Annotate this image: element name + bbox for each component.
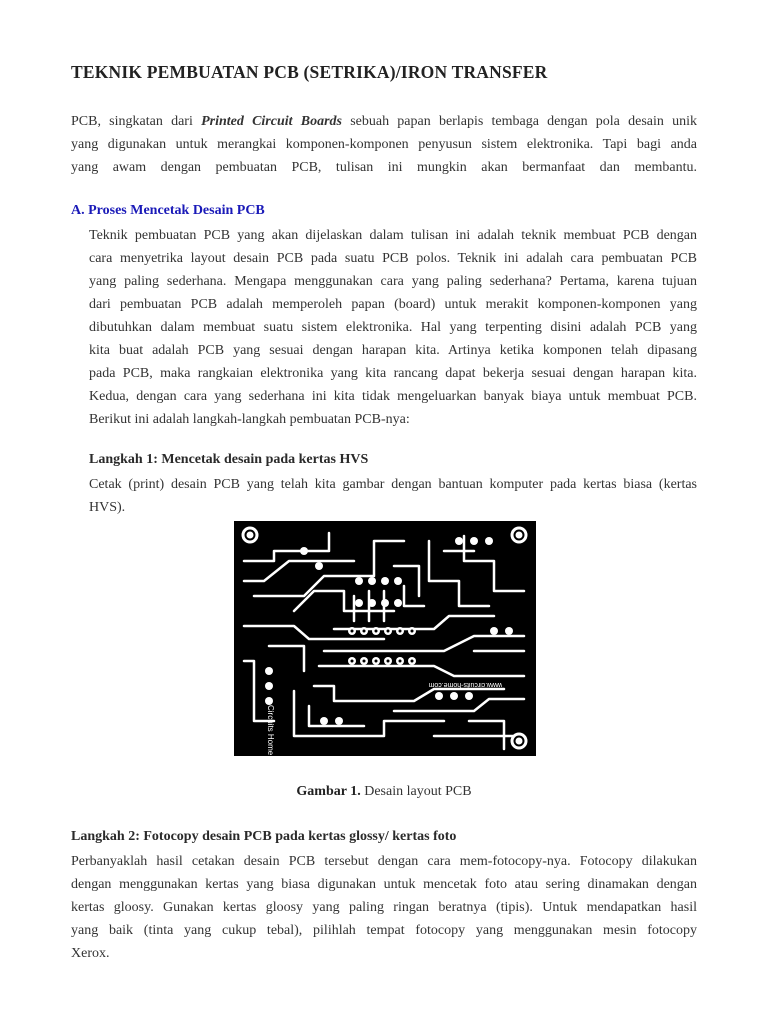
figure-caption-text: Desain layout PCB xyxy=(360,784,472,799)
step-1-line: HVS). xyxy=(89,500,126,515)
section-a-line: Teknik pembuatan PCB yang akan dijelaskan dalam tulisan ini adalah teknik membuat PCB dengan xyxy=(89,228,697,243)
section-a-line: Kedua, dengan cara yang sederhana ini kita tidak mengeluarkan banyak biaya untuk membuat PCB. xyxy=(89,389,697,404)
page-title: TEKNIK PEMBUATAN PCB (SETRIKA)/IRON TRANSFER xyxy=(71,62,548,82)
step-1-paragraph xyxy=(89,473,697,519)
section-a-line: Berikut ini adalah langkah-langkah pembuatan PCB-nya: xyxy=(89,412,410,427)
figure-caption xyxy=(0,784,768,800)
pcb-layout-drawing xyxy=(234,521,536,756)
pcb-layout-figure xyxy=(234,521,536,756)
intro-paragraph xyxy=(71,110,697,179)
board-text-brand: Circuits Home xyxy=(266,705,275,756)
intro-line-1 xyxy=(71,110,697,133)
section-a-line: yang paling sederhana. Mengapa menggunakan cara yang paling sederhana? Pertama, karena tujuan xyxy=(89,274,697,289)
step-2-line: Perbanyaklah hasil cetakan desain PCB tersebut dengan cara mem-fotocopy-nya. Fotocopy dilakukan xyxy=(71,854,697,869)
section-a-line: kita buat adalah PCB yang sesuai dengan harapan kita. Artinya ketika komponen telah dipasang xyxy=(89,343,697,358)
intro-line-1-post: sebuah papan berlapis tembaga dengan pola desain unik xyxy=(341,114,698,129)
step-2-line: Xerox. xyxy=(71,946,110,961)
step-2-heading: Langkah 2: Fotocopy desain PCB pada kertas glossy/ kertas foto xyxy=(71,829,457,844)
section-a-paragraph xyxy=(89,224,697,431)
step-2-line: kertas gloosy. Gunakan kertas gloosy yang paling ringan beratnya (tipis). Untuk mendapatkan hasil xyxy=(71,900,697,915)
board-text-url: www.circuits-home.com xyxy=(428,681,502,688)
step-2-paragraph xyxy=(71,850,697,965)
section-a-line: dari pembuatan PCB adalah memperoleh papan (board) untuk merakit komponen-komponen yang xyxy=(89,297,697,312)
intro-emphasis: Printed Circuit Boards xyxy=(201,114,342,129)
section-a-heading: A. Proses Mencetak Desain PCB xyxy=(71,203,265,218)
figure-caption-label: Gambar 1. xyxy=(296,784,361,799)
step-1-heading: Langkah 1: Mencetak desain pada kertas HVS xyxy=(89,452,369,467)
section-a-line: cara menyetrika layout desain PCB pada suatu PCB polos. Teknik ini adalah cara pembuatan PCB xyxy=(89,251,697,266)
intro-line-3: yang awam dengan pembuatan PCB, tulisan ini mungkin akan bermanfaat dan membantu. xyxy=(71,160,697,175)
section-a-line: dibutuhkan dalam membuat suatu sistem elektronika. Hal yang terpenting disini adalah PCB yang xyxy=(89,320,697,335)
intro-line-1-pre: PCB, singkatan dari xyxy=(71,114,202,129)
step-2-line: dengan menggunakan kertas yang biasa digunakan untuk mencetak foto atau sering dinamakan dengan xyxy=(71,877,697,892)
intro-line-2: yang digunakan untuk merangkai komponen-komponen penyusun sistem elektronika. Tapi bagi anda xyxy=(71,137,697,152)
step-2-line: yang baik (tinta yang cukup tebal), pilihlah tempat fotocopy yang menggunakan mesin fotocopy xyxy=(71,923,697,938)
step-1-line: Cetak (print) desain PCB yang telah kita gambar dengan bantuan komputer pada kertas biasa (kertas xyxy=(89,477,697,492)
section-a-line: pada PCB, maka rangkaian elektronika yang kita rancang dapat bekerja sesuai dengan harapan kita. xyxy=(89,366,697,381)
